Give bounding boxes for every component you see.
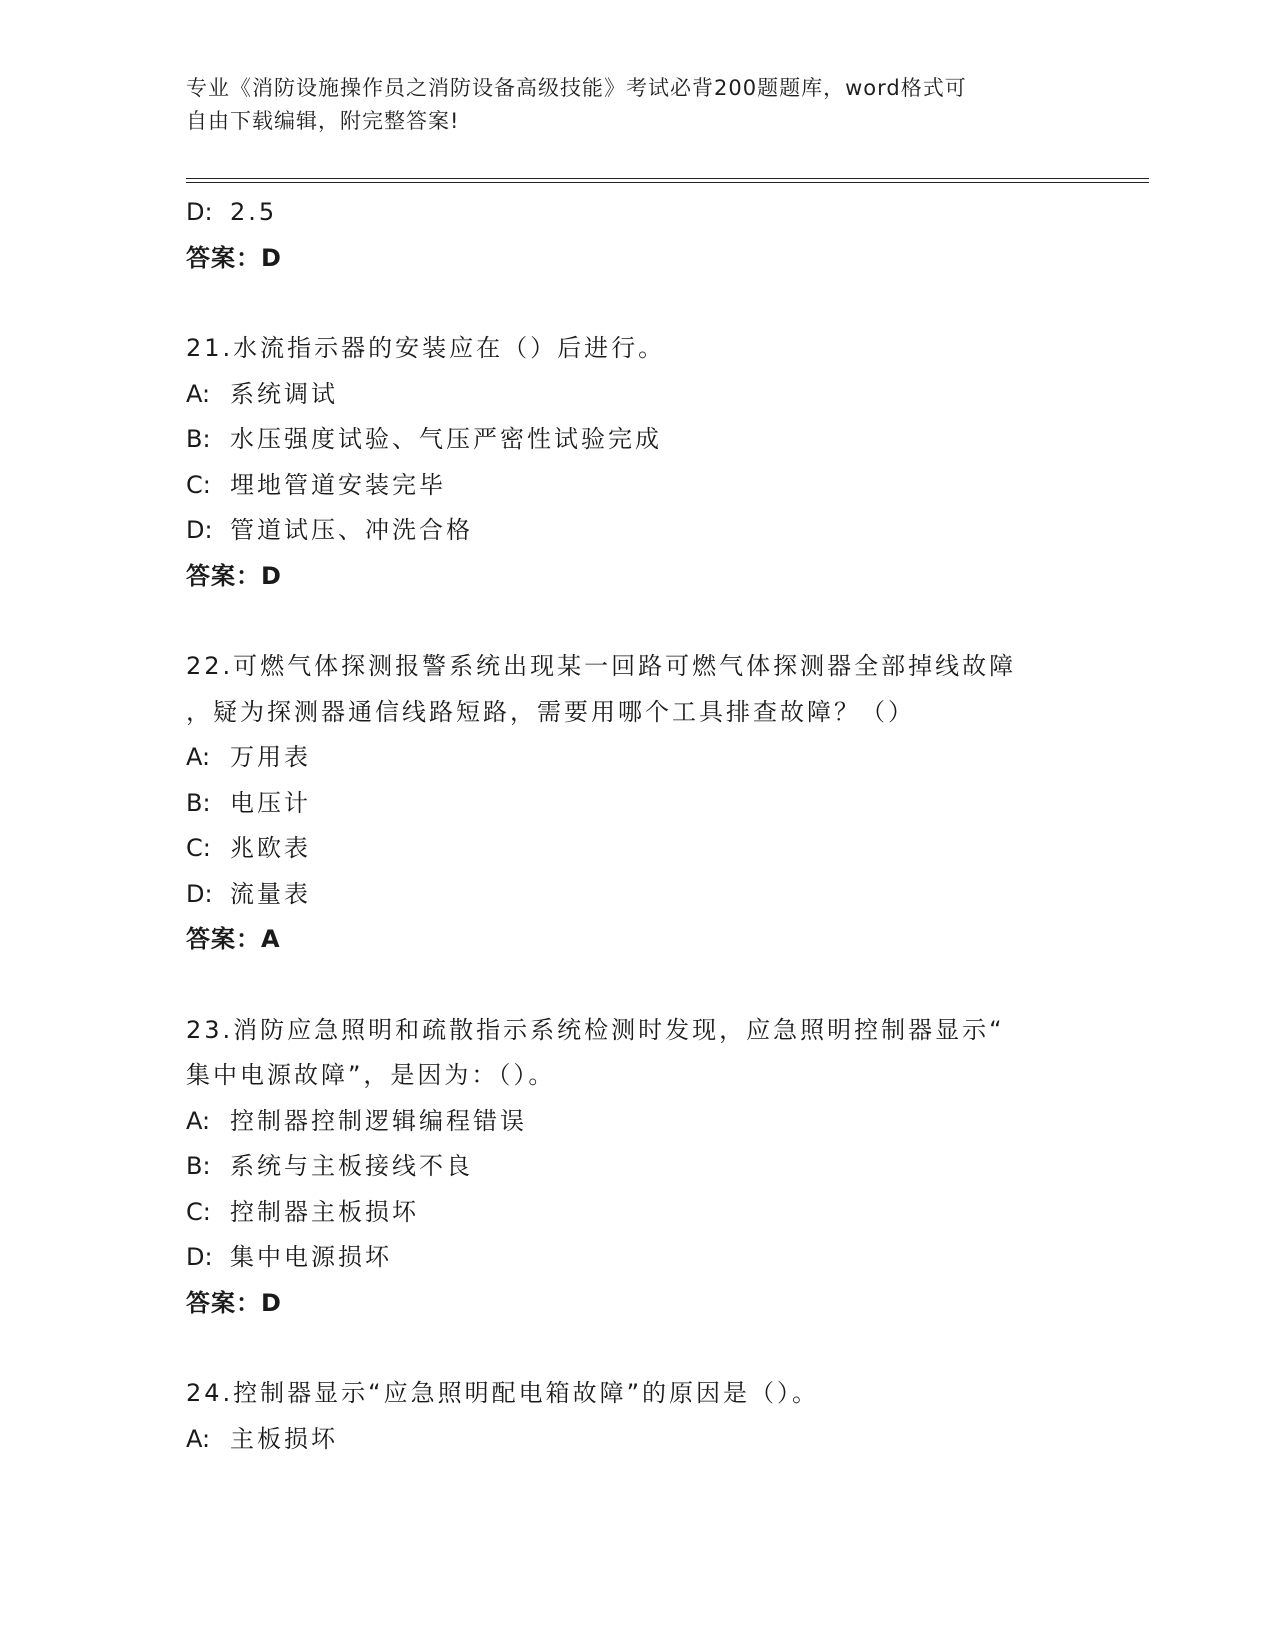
option-letter: C:	[186, 1197, 211, 1226]
question-block-24	[186, 1371, 1086, 1462]
option-text: 万用表	[230, 743, 311, 771]
spacer	[186, 963, 1086, 1008]
header-title-line-2: 自由下载编辑，附完整答案!	[186, 109, 460, 133]
question-block-23	[186, 1008, 1086, 1327]
option-text: 集中电源损坏	[230, 1243, 392, 1271]
question-block-21	[186, 326, 1086, 599]
option-text: 2.5	[230, 198, 278, 226]
option-text: 流量表	[230, 879, 311, 908]
option-b	[186, 417, 1086, 463]
option-text: 系统与主板接线不良	[230, 1152, 473, 1180]
option-a	[186, 735, 1086, 781]
option-letter: A:	[186, 1424, 211, 1453]
option-a	[186, 1417, 1086, 1463]
option-d	[186, 872, 1086, 918]
option-text: 埋地管道安装完毕	[230, 470, 446, 499]
option-text: 兆欧表	[230, 834, 311, 862]
option-a	[186, 1099, 1086, 1145]
option-letter: C:	[186, 470, 211, 499]
option-letter: C:	[186, 834, 211, 862]
header-rule-top	[186, 178, 1149, 179]
spacer	[186, 281, 1086, 326]
question-block-22	[186, 644, 1086, 963]
option-text: 系统调试	[230, 379, 338, 408]
option-d	[186, 190, 1086, 236]
document-header	[186, 72, 1066, 138]
answer-line: 答案：D	[186, 1288, 282, 1317]
option-a	[186, 372, 1086, 418]
option-letter: A:	[186, 1106, 211, 1135]
option-d	[186, 508, 1086, 554]
question-stem: 24.控制器显示“应急照明配电箱故障”的原因是（）。	[186, 1379, 820, 1407]
option-letter: A:	[186, 743, 211, 771]
option-letter: B:	[186, 1152, 211, 1180]
header-rule-bottom	[186, 182, 1149, 183]
header-title-line-1: 专业《消防设施操作员之消防设备高级技能》考试必背200题题库，word格式可	[186, 76, 967, 100]
option-letter: D:	[186, 516, 213, 544]
option-d	[186, 1235, 1086, 1281]
option-letter: D:	[186, 198, 213, 226]
option-letter: D:	[186, 879, 213, 908]
option-b	[186, 781, 1086, 827]
spacer	[186, 599, 1086, 644]
option-text: 主板损坏	[230, 1424, 338, 1453]
question-stem-line-1: 22.可燃气体探测报警系统出现某一回路可燃气体探测器全部掉线故障	[186, 652, 1017, 680]
option-letter: A:	[186, 379, 211, 408]
option-text: 电压计	[230, 788, 311, 817]
option-c	[186, 463, 1086, 509]
option-text: 水压强度试验、气压严密性试验完成	[230, 425, 662, 453]
option-text: 管道试压、冲洗合格	[230, 516, 473, 544]
question-stem: 21.水流指示器的安装应在（）后进行。	[186, 334, 666, 362]
option-letter: B:	[186, 425, 211, 453]
question-stem-line-1: 23.消防应急照明和疏散指示系统检测时发现，应急照明控制器显示“	[186, 1015, 1005, 1044]
question-list	[186, 190, 1086, 1462]
option-letter: B:	[186, 788, 211, 817]
option-c	[186, 826, 1086, 872]
option-c	[186, 1190, 1086, 1236]
option-text: 控制器主板损坏	[230, 1197, 419, 1226]
option-b	[186, 1144, 1086, 1190]
answer-line: 答案：D	[186, 561, 282, 590]
question-stem-line-2: ，疑为探测器通信线路短路，需要用哪个工具排查故障？（）	[186, 697, 915, 726]
question-stem-line-2: 集中电源故障”，是因为：（）。	[186, 1061, 556, 1089]
option-text: 控制器控制逻辑编程错误	[230, 1106, 527, 1135]
spacer	[186, 1326, 1086, 1371]
option-letter: D:	[186, 1243, 213, 1271]
answer-line: 答案：A	[186, 925, 281, 953]
answer-line: 答案：D	[186, 243, 282, 272]
